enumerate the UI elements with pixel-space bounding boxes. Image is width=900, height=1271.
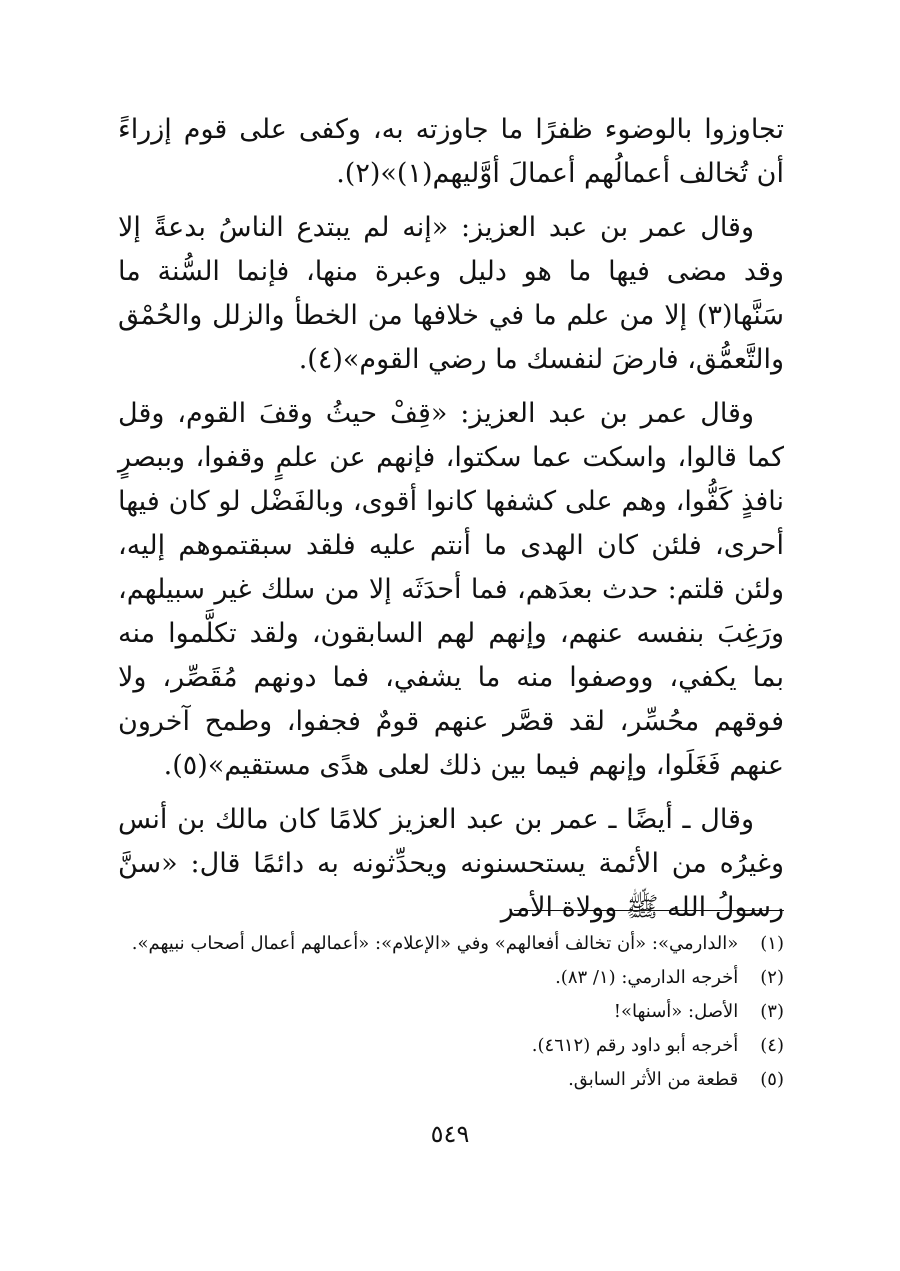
footnote-1 — [118, 927, 784, 961]
footnote-text: الأصل: «أسنها»! — [613, 1001, 739, 1022]
footnote-divider — [514, 910, 784, 911]
footnote-number: (٣) — [760, 1001, 784, 1022]
footnote-2 — [118, 961, 784, 995]
paragraph-3: وقال عمر بن عبد العزيز: «قِفْ حيثُ وقفَ القوم، وقل كما قالوا، واسكت عما سكتوا، فإنهم عن علمٍ وقفوا، وببصرٍ نافذٍ كَفُّوا، وهم على كشفها كانوا أقوى، وبالفَضْل لو كان فيها أحرى، فلئن كان الهدى ما أنتم عليه فلقد سبقتموهم إليه، ولئن قلتم: حدث بعدَهم، فما أحدَثَه إلا من سلك غير سبيلهم، ورَغِبَ بنفسه عنهم، وإنهم لهم السابقون، ولقد تكلَّموا منه بما يكفي، ووصفوا منه ما يشفي، فما دونهم مُقَصِّر، ولا فوقهم محُسِّر، لقد قصَّر عنهم قومٌ فجفوا، وطمح آخرون عنهم فَغَلَوا، وإنهم فيما بين ذلك لعلى هدًى مستقيم»(٥). — [118, 398, 784, 781]
footnote-3 — [118, 995, 784, 1029]
footnote-text: أخرجه الدارمي: (١/ ٨٣). — [555, 967, 739, 988]
paragraph-1: تجاوزوا بالوضوء ظفرًا ما جاوزته به، وكفى على قوم إزراءً أن تُخالف أعمالُهم أعمالَ أوَّليهم(١)»(٢). — [118, 114, 784, 189]
footnote-text: «الدارمي»: «أن تخالف أفعالهم» وفي «الإعلام»: «أعمالهم أعمال أصحاب نبيهم». — [131, 933, 739, 954]
footnote-5 — [118, 1063, 784, 1097]
footnote-4 — [118, 1029, 784, 1063]
footnote-text: أخرجه أبو داود رقم (٤٦١٢). — [531, 1035, 739, 1056]
footnotes-section — [118, 910, 784, 1097]
footnote-number: (٤) — [760, 1035, 784, 1056]
footnote-text: قطعة من الأثر السابق. — [568, 1069, 739, 1090]
main-text — [118, 108, 784, 940]
footnote-number: (٥) — [760, 1069, 784, 1090]
paragraph-2: وقال عمر بن عبد العزيز: «إنه لم يبتدع الناسُ بدعةً إلا وقد مضى فيها ما هو دليل وعبرة منها، فإنما السُّنة ما سَنَّها(٣) إلا من علم ما في خلافها من الخطأ والزلل والحُمْق والتَّعمُّق، فارضَ لنفسك ما رضي القوم»(٤). — [118, 212, 784, 375]
paragraph-4: وقال ـ أيضًا ـ عمر بن عبد العزيز كلامًا كان مالك بن أنس وغيرُه من الأئمة يستحسنونه ويحدِّثونه به دائمًا قال: «سنَّ رسولُ الله ﷺ وولاة الأمر — [118, 804, 784, 923]
footnote-number: (١) — [760, 933, 784, 954]
page-number: ٥٤٩ — [430, 1120, 470, 1148]
footnote-number: (٢) — [760, 967, 784, 988]
